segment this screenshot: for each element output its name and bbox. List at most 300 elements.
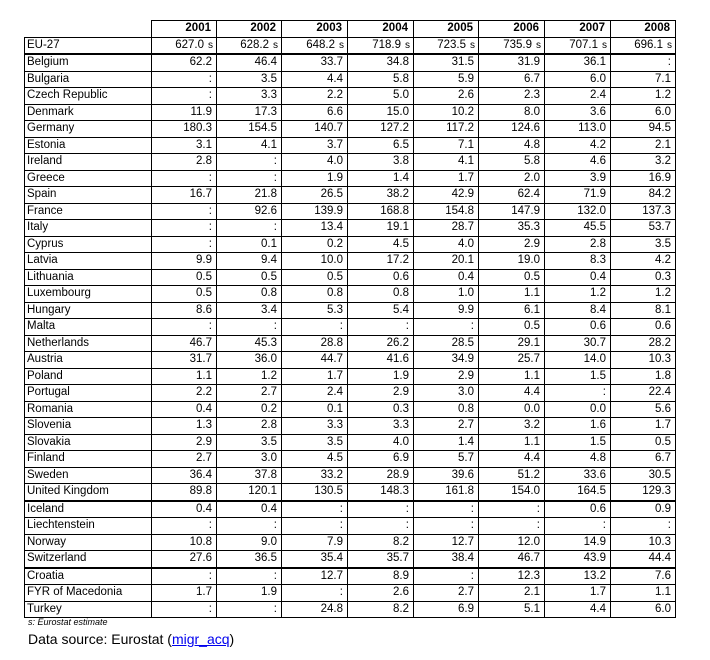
table-row	[25, 236, 676, 253]
value-cell	[348, 518, 414, 535]
cell-value: 4.8	[524, 138, 540, 151]
country-cell: Poland	[25, 368, 152, 385]
value-cell	[414, 401, 479, 418]
cell-value: :	[208, 204, 212, 217]
cell-value: 9.0	[261, 535, 277, 548]
cell-value: 4.6	[590, 155, 606, 167]
value-cell	[282, 154, 348, 171]
value-cell	[479, 220, 545, 237]
cell-value: 4.2	[590, 138, 606, 151]
value-cell	[611, 187, 676, 204]
country-cell: Denmark	[25, 104, 152, 121]
value-cell	[217, 253, 282, 270]
value-cell	[611, 137, 676, 154]
value-cell	[152, 203, 217, 220]
value-cell	[217, 137, 282, 154]
value-cell	[414, 385, 479, 402]
value-cell	[414, 54, 479, 71]
value-cell	[348, 54, 414, 71]
value-cell	[348, 121, 414, 138]
cell-value: 0.5	[196, 270, 212, 283]
cell-value: 1.9	[393, 369, 409, 382]
cell-value: 0.6	[590, 320, 606, 332]
value-cell	[414, 137, 479, 154]
value-cell	[611, 302, 676, 319]
value-cell	[545, 551, 611, 568]
value-cell	[348, 88, 414, 105]
cell-value: 0.2	[327, 237, 343, 250]
cell-value: :	[273, 569, 277, 582]
value-cell	[152, 467, 217, 484]
estimate-flag: s	[208, 39, 213, 51]
value-cell	[282, 434, 348, 451]
cell-value: 1.7	[196, 586, 212, 598]
value-cell	[611, 352, 676, 369]
country-cell: Liechtenstein	[25, 518, 152, 535]
value-cell	[479, 236, 545, 253]
value-cell	[611, 220, 676, 237]
cell-value: 26.2	[386, 336, 409, 349]
table-row	[25, 253, 676, 270]
cell-value: 6.9	[458, 602, 474, 615]
value-cell	[152, 253, 217, 270]
cell-value: 94.5	[648, 122, 671, 134]
cell-value: 2.9	[393, 386, 409, 398]
table-row	[25, 71, 676, 88]
value-cell	[611, 585, 676, 602]
cell-value: 2.7	[261, 386, 277, 398]
cell-value: 628.2	[240, 38, 269, 51]
cell-value: 0.4	[196, 402, 212, 415]
value-cell	[348, 467, 414, 484]
value-cell	[348, 71, 414, 88]
cell-value: 1.2	[590, 287, 606, 299]
value-cell	[479, 385, 545, 402]
cell-value: :	[273, 519, 277, 531]
cell-value: :	[470, 519, 474, 531]
table-row	[25, 121, 676, 138]
cell-value: 696.1	[634, 38, 663, 51]
value-cell	[479, 401, 545, 418]
value-cell	[611, 368, 676, 385]
value-cell	[414, 418, 479, 435]
cell-value: 137.3	[642, 204, 671, 217]
cell-value: 139.9	[314, 204, 343, 217]
cell-value: 4.4	[524, 452, 540, 464]
value-cell	[545, 236, 611, 253]
value-cell	[282, 518, 348, 535]
cell-value: 51.2	[517, 468, 540, 481]
value-cell	[348, 385, 414, 402]
value-cell	[152, 170, 217, 187]
value-cell	[414, 104, 479, 121]
value-cell	[611, 154, 676, 171]
cell-value: 6.1	[524, 303, 540, 316]
value-cell	[545, 518, 611, 535]
value-cell	[152, 286, 217, 303]
value-cell	[611, 601, 676, 618]
value-cell	[414, 501, 479, 518]
value-cell	[414, 352, 479, 369]
value-cell	[348, 401, 414, 418]
value-cell	[217, 368, 282, 385]
value-cell	[152, 601, 217, 618]
value-cell	[414, 601, 479, 618]
cell-value: 62.4	[517, 188, 540, 200]
value-cell	[545, 104, 611, 121]
value-cell	[479, 88, 545, 105]
value-cell	[545, 88, 611, 105]
country-cell: Lithuania	[25, 269, 152, 286]
cell-value: 3.5	[655, 237, 671, 250]
table-row	[25, 534, 676, 551]
value-cell	[217, 568, 282, 585]
cell-value: 2.2	[196, 386, 212, 398]
estimate-flag: s	[273, 39, 278, 51]
cell-value: 34.9	[451, 353, 474, 365]
value-cell	[152, 220, 217, 237]
cell-value: 180.3	[183, 122, 212, 134]
table-row	[25, 54, 676, 71]
value-cell	[479, 467, 545, 484]
cell-value: 3.5	[261, 435, 277, 448]
cell-value: 38.4	[451, 552, 474, 564]
cell-value: 1.1	[655, 586, 671, 598]
country-cell: Malta	[25, 319, 152, 336]
cell-value: 3.9	[590, 171, 606, 184]
estimate-flag: s	[536, 39, 541, 51]
value-cell	[217, 551, 282, 568]
value-cell	[545, 451, 611, 468]
value-cell	[414, 236, 479, 253]
cell-value: 12.0	[517, 535, 540, 548]
table-row	[25, 286, 676, 303]
cell-value: :	[273, 171, 277, 184]
value-cell	[545, 203, 611, 220]
value-cell	[282, 253, 348, 270]
cell-value: :	[208, 237, 212, 250]
cell-value: 4.5	[327, 452, 343, 464]
cell-value: 84.2	[648, 188, 671, 200]
cell-value: 5.1	[524, 602, 540, 615]
value-cell	[414, 484, 479, 501]
cell-value: 164.5	[577, 485, 606, 497]
cell-value: 27.6	[189, 552, 212, 564]
cell-value: 12.7	[451, 535, 474, 548]
value-cell	[611, 385, 676, 402]
cell-value: 120.1	[248, 485, 277, 497]
value-cell	[282, 352, 348, 369]
cell-value: 17.3	[254, 105, 277, 118]
header-row	[25, 21, 676, 38]
value-cell	[479, 484, 545, 501]
cell-value: 9.9	[196, 254, 212, 266]
cell-value: 3.2	[524, 419, 540, 431]
cell-value: 36.5	[254, 552, 277, 564]
value-cell	[348, 154, 414, 171]
cell-value: 3.3	[327, 419, 343, 431]
cell-value: 5.9	[458, 72, 474, 85]
value-cell	[414, 37, 479, 54]
cell-value: 10.3	[648, 535, 671, 548]
value-cell	[282, 37, 348, 54]
value-cell	[348, 104, 414, 121]
value-cell	[348, 585, 414, 602]
cell-value: 7.9	[327, 535, 343, 548]
value-cell	[348, 368, 414, 385]
value-cell	[282, 170, 348, 187]
cell-value: 3.6	[590, 105, 606, 118]
cell-value: 0.5	[327, 270, 343, 283]
value-cell	[217, 467, 282, 484]
cell-value: 0.3	[655, 270, 671, 283]
cell-value: :	[208, 89, 212, 101]
cell-value: 8.0	[524, 105, 540, 118]
cell-value: 1.6	[590, 419, 606, 431]
cell-value: 2.7	[196, 452, 212, 464]
value-cell	[282, 286, 348, 303]
country-cell: Sweden	[25, 467, 152, 484]
value-cell	[152, 137, 217, 154]
value-cell	[611, 484, 676, 501]
table-row	[25, 467, 676, 484]
country-cell: Cyprus	[25, 236, 152, 253]
value-cell	[414, 121, 479, 138]
cell-value: 140.7	[314, 122, 343, 134]
value-cell	[479, 253, 545, 270]
value-cell	[282, 585, 348, 602]
value-cell	[611, 551, 676, 568]
value-cell	[152, 104, 217, 121]
cell-value: 8.4	[590, 303, 606, 316]
value-cell	[152, 121, 217, 138]
cell-value: 154.0	[511, 485, 540, 497]
value-cell	[217, 187, 282, 204]
value-cell	[217, 170, 282, 187]
cell-value: 127.2	[380, 122, 409, 134]
value-cell	[152, 88, 217, 105]
cell-value: 1.1	[196, 369, 212, 382]
cell-value: 2.9	[524, 237, 540, 250]
value-cell	[611, 568, 676, 585]
cell-value: 4.0	[327, 155, 343, 167]
cell-value: 4.1	[458, 155, 474, 167]
cell-value: 9.9	[458, 303, 474, 316]
value-cell	[611, 401, 676, 418]
value-cell	[152, 54, 217, 71]
value-cell	[217, 385, 282, 402]
value-cell	[479, 319, 545, 336]
cell-value: 0.6	[590, 502, 606, 515]
value-cell	[348, 551, 414, 568]
value-cell	[545, 137, 611, 154]
value-cell	[414, 170, 479, 187]
cell-value: 1.2	[655, 287, 671, 299]
value-cell	[479, 187, 545, 204]
table-row	[25, 104, 676, 121]
value-cell	[479, 302, 545, 319]
cell-value: 0.8	[261, 287, 277, 299]
value-cell	[217, 601, 282, 618]
value-cell	[348, 451, 414, 468]
value-cell	[348, 236, 414, 253]
source-suffix: )	[229, 631, 235, 647]
country-cell: Italy	[25, 220, 152, 237]
cell-value: :	[667, 56, 671, 68]
data-table	[24, 20, 676, 618]
cell-value: 26.5	[320, 188, 343, 200]
value-cell	[217, 154, 282, 171]
country-cell: Croatia	[25, 568, 152, 585]
value-cell	[348, 335, 414, 352]
cell-value: 6.7	[524, 72, 540, 85]
cell-value: :	[208, 72, 212, 85]
table-row	[25, 518, 676, 535]
table-row	[25, 37, 676, 54]
value-cell	[348, 352, 414, 369]
cell-value: 1.4	[458, 435, 474, 448]
cell-value: 2.6	[393, 586, 409, 598]
cell-value: 8.2	[393, 535, 409, 548]
cell-value: 34.8	[386, 56, 409, 68]
value-cell	[479, 352, 545, 369]
cell-value: 3.0	[261, 452, 277, 464]
value-cell	[479, 286, 545, 303]
cell-value: 168.8	[380, 204, 409, 217]
value-cell	[348, 187, 414, 204]
cell-value: 7.1	[655, 72, 671, 85]
cell-value: 33.7	[320, 56, 343, 68]
cell-value: 6.0	[655, 105, 671, 118]
value-cell	[152, 401, 217, 418]
cell-value: 1.0	[458, 287, 474, 299]
value-cell	[479, 551, 545, 568]
country-cell: EU-27	[25, 37, 152, 54]
cell-value: 6.7	[655, 452, 671, 464]
cell-value: 1.2	[261, 369, 277, 382]
table-row	[25, 368, 676, 385]
cell-value: 28.2	[648, 336, 671, 349]
cell-value: 0.4	[261, 502, 277, 515]
value-cell	[414, 154, 479, 171]
value-cell	[479, 54, 545, 71]
source-link[interactable]: migr_acq	[171, 631, 230, 647]
cell-value: 46.7	[189, 336, 212, 349]
country-cell: Austria	[25, 352, 152, 369]
value-cell	[611, 434, 676, 451]
cell-value: 8.1	[655, 303, 671, 316]
cell-value: :	[273, 155, 277, 167]
cell-value: 2.9	[196, 435, 212, 448]
value-cell	[217, 518, 282, 535]
value-cell	[152, 534, 217, 551]
value-cell	[152, 335, 217, 352]
value-cell	[545, 121, 611, 138]
value-cell	[414, 286, 479, 303]
cell-value: 10.2	[451, 105, 474, 118]
cell-value: 1.2	[655, 89, 671, 101]
value-cell	[282, 121, 348, 138]
cell-value: 14.0	[583, 353, 606, 365]
value-cell	[479, 121, 545, 138]
cell-value: 89.8	[189, 485, 212, 497]
value-cell	[282, 368, 348, 385]
table-row	[25, 319, 676, 336]
estimate-flag: s	[602, 39, 607, 51]
cell-value: 0.1	[327, 402, 343, 415]
value-cell	[282, 88, 348, 105]
cell-value: 28.9	[386, 468, 409, 481]
value-cell	[152, 269, 217, 286]
value-cell	[611, 319, 676, 336]
cell-value: 3.4	[261, 303, 277, 316]
value-cell	[545, 501, 611, 518]
cell-value: 30.5	[648, 468, 671, 481]
value-cell	[479, 335, 545, 352]
value-cell	[282, 551, 348, 568]
cell-value: 6.9	[393, 452, 409, 464]
cell-value: 4.4	[327, 72, 343, 85]
country-cell: Slovenia	[25, 418, 152, 435]
value-cell	[545, 385, 611, 402]
cell-value: 45.3	[254, 336, 277, 349]
value-cell	[545, 434, 611, 451]
value-cell	[152, 418, 217, 435]
cell-value: 46.7	[517, 552, 540, 564]
country-cell: Turkey	[25, 601, 152, 618]
cell-value: 5.6	[655, 402, 671, 415]
value-cell	[414, 368, 479, 385]
value-cell	[152, 451, 217, 468]
value-cell	[611, 451, 676, 468]
cell-value: 4.2	[655, 254, 671, 266]
value-cell	[414, 71, 479, 88]
year-header: 2003	[282, 21, 348, 38]
cell-value: 147.9	[511, 204, 540, 217]
cell-value: :	[273, 320, 277, 332]
cell-value: 7.6	[655, 569, 671, 582]
header-corner	[25, 21, 152, 38]
cell-value: 1.4	[393, 171, 409, 184]
cell-value: 5.3	[327, 303, 343, 316]
value-cell	[348, 434, 414, 451]
cell-value: 71.9	[583, 188, 606, 200]
table-body	[25, 37, 676, 618]
value-cell	[479, 534, 545, 551]
cell-value: 20.1	[451, 254, 474, 266]
cell-value: 9.4	[261, 254, 277, 266]
value-cell	[611, 269, 676, 286]
value-cell	[282, 335, 348, 352]
year-header: 2002	[217, 21, 282, 38]
country-cell: Bulgaria	[25, 71, 152, 88]
cell-value: 627.0	[175, 38, 204, 51]
cell-value: 707.1	[569, 38, 598, 51]
cell-value: 2.0	[524, 171, 540, 184]
cell-value: 5.8	[524, 155, 540, 167]
cell-value: 29.1	[517, 336, 540, 349]
value-cell	[414, 302, 479, 319]
value-cell	[217, 451, 282, 468]
value-cell	[348, 286, 414, 303]
value-cell	[217, 104, 282, 121]
cell-value: 3.3	[393, 419, 409, 431]
value-cell	[282, 302, 348, 319]
cell-value: 0.8	[393, 287, 409, 299]
value-cell	[348, 534, 414, 551]
cell-value: 4.1	[261, 138, 277, 151]
cell-value: 6.5	[393, 138, 409, 151]
